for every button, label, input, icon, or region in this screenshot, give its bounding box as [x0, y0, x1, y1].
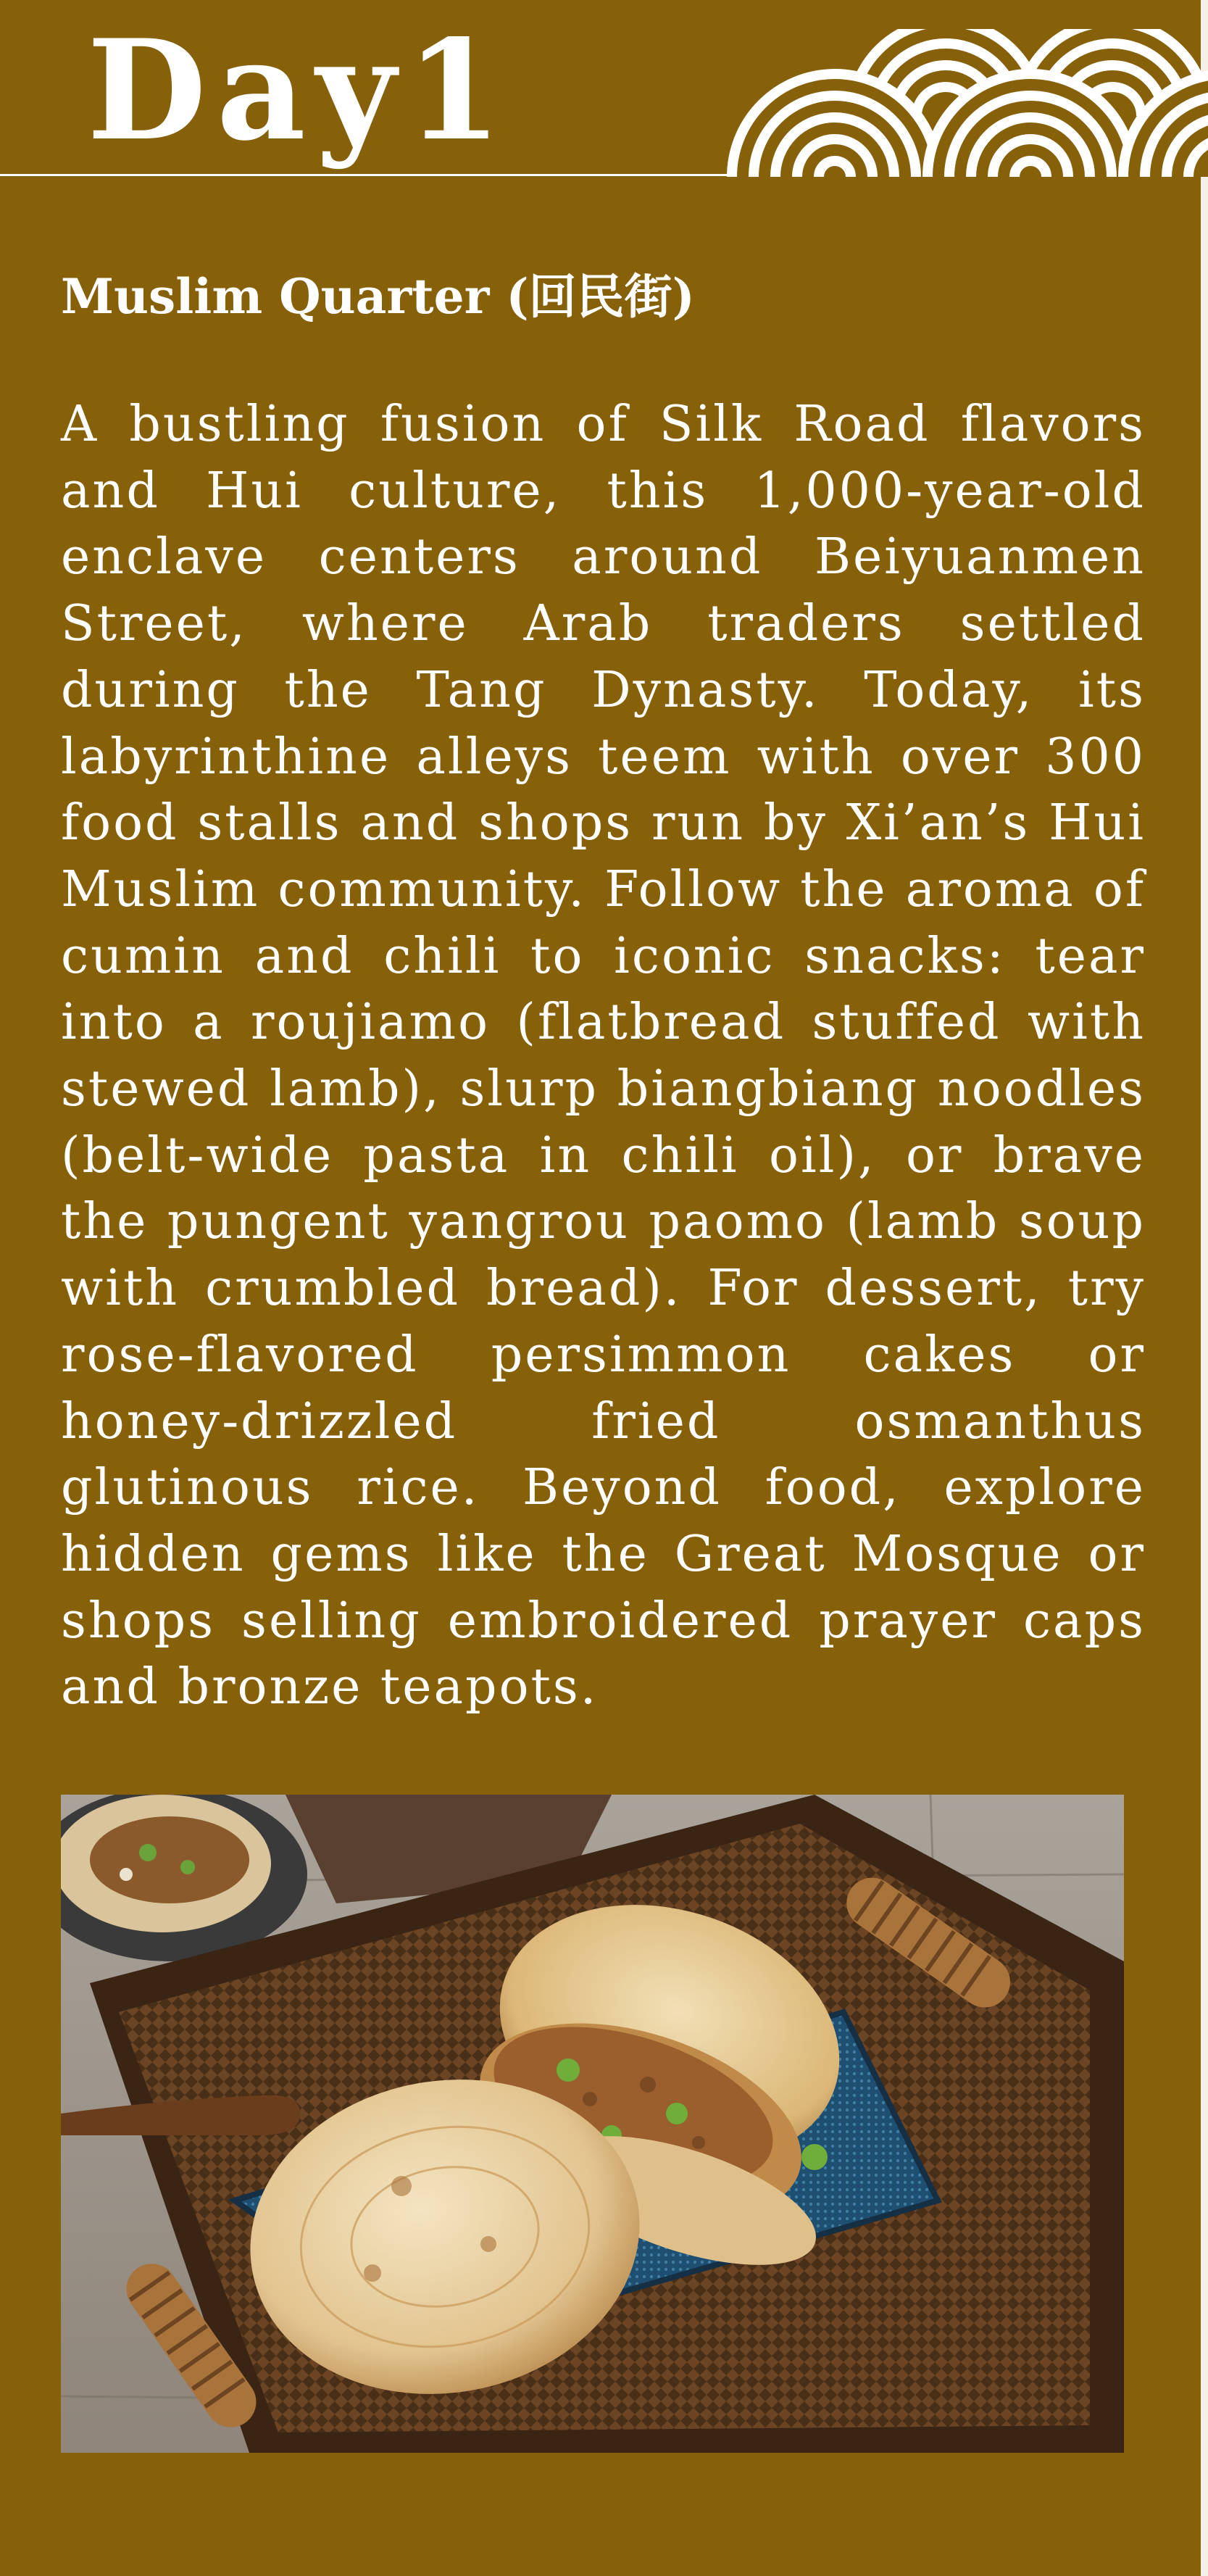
day-title: Day1: [87, 9, 512, 171]
page-edge-strip: [1201, 0, 1208, 2576]
header-divider: [0, 174, 739, 176]
roujiamo-photo: [61, 1795, 1124, 2453]
section-description: A bustling fusion of Silk Road flavors and Hui culture, this 1,000-year-old enclave centers around Beiyuanmen Street, where Arab traders settled during the Tang Dynasty. Today, its labyrinthine alleys teem with over 300 food stalls and shops run by Xi’an’s Hui Muslim community. Follow the aroma of cumin and chili to iconic snacks: tear into a roujiamo (flatbread stuffed with stewed lamb), slurp biangbiang noodles (belt-wide pasta in chili oil), or brave the pungent yangrou paomo (lamb soup with crumbled bread). For dessert, try rose-flavored persimmon cakes or honey-drizzled fried osmanthus glutinous rice. Beyond food, explore hidden gems like the Great Mosque or shops selling embroidered prayer caps and bronze teapots.: [61, 396, 1146, 1716]
section-heading: Muslim Quarter (回民街): [61, 268, 695, 325]
wave-pattern-icon: [725, 29, 1208, 181]
